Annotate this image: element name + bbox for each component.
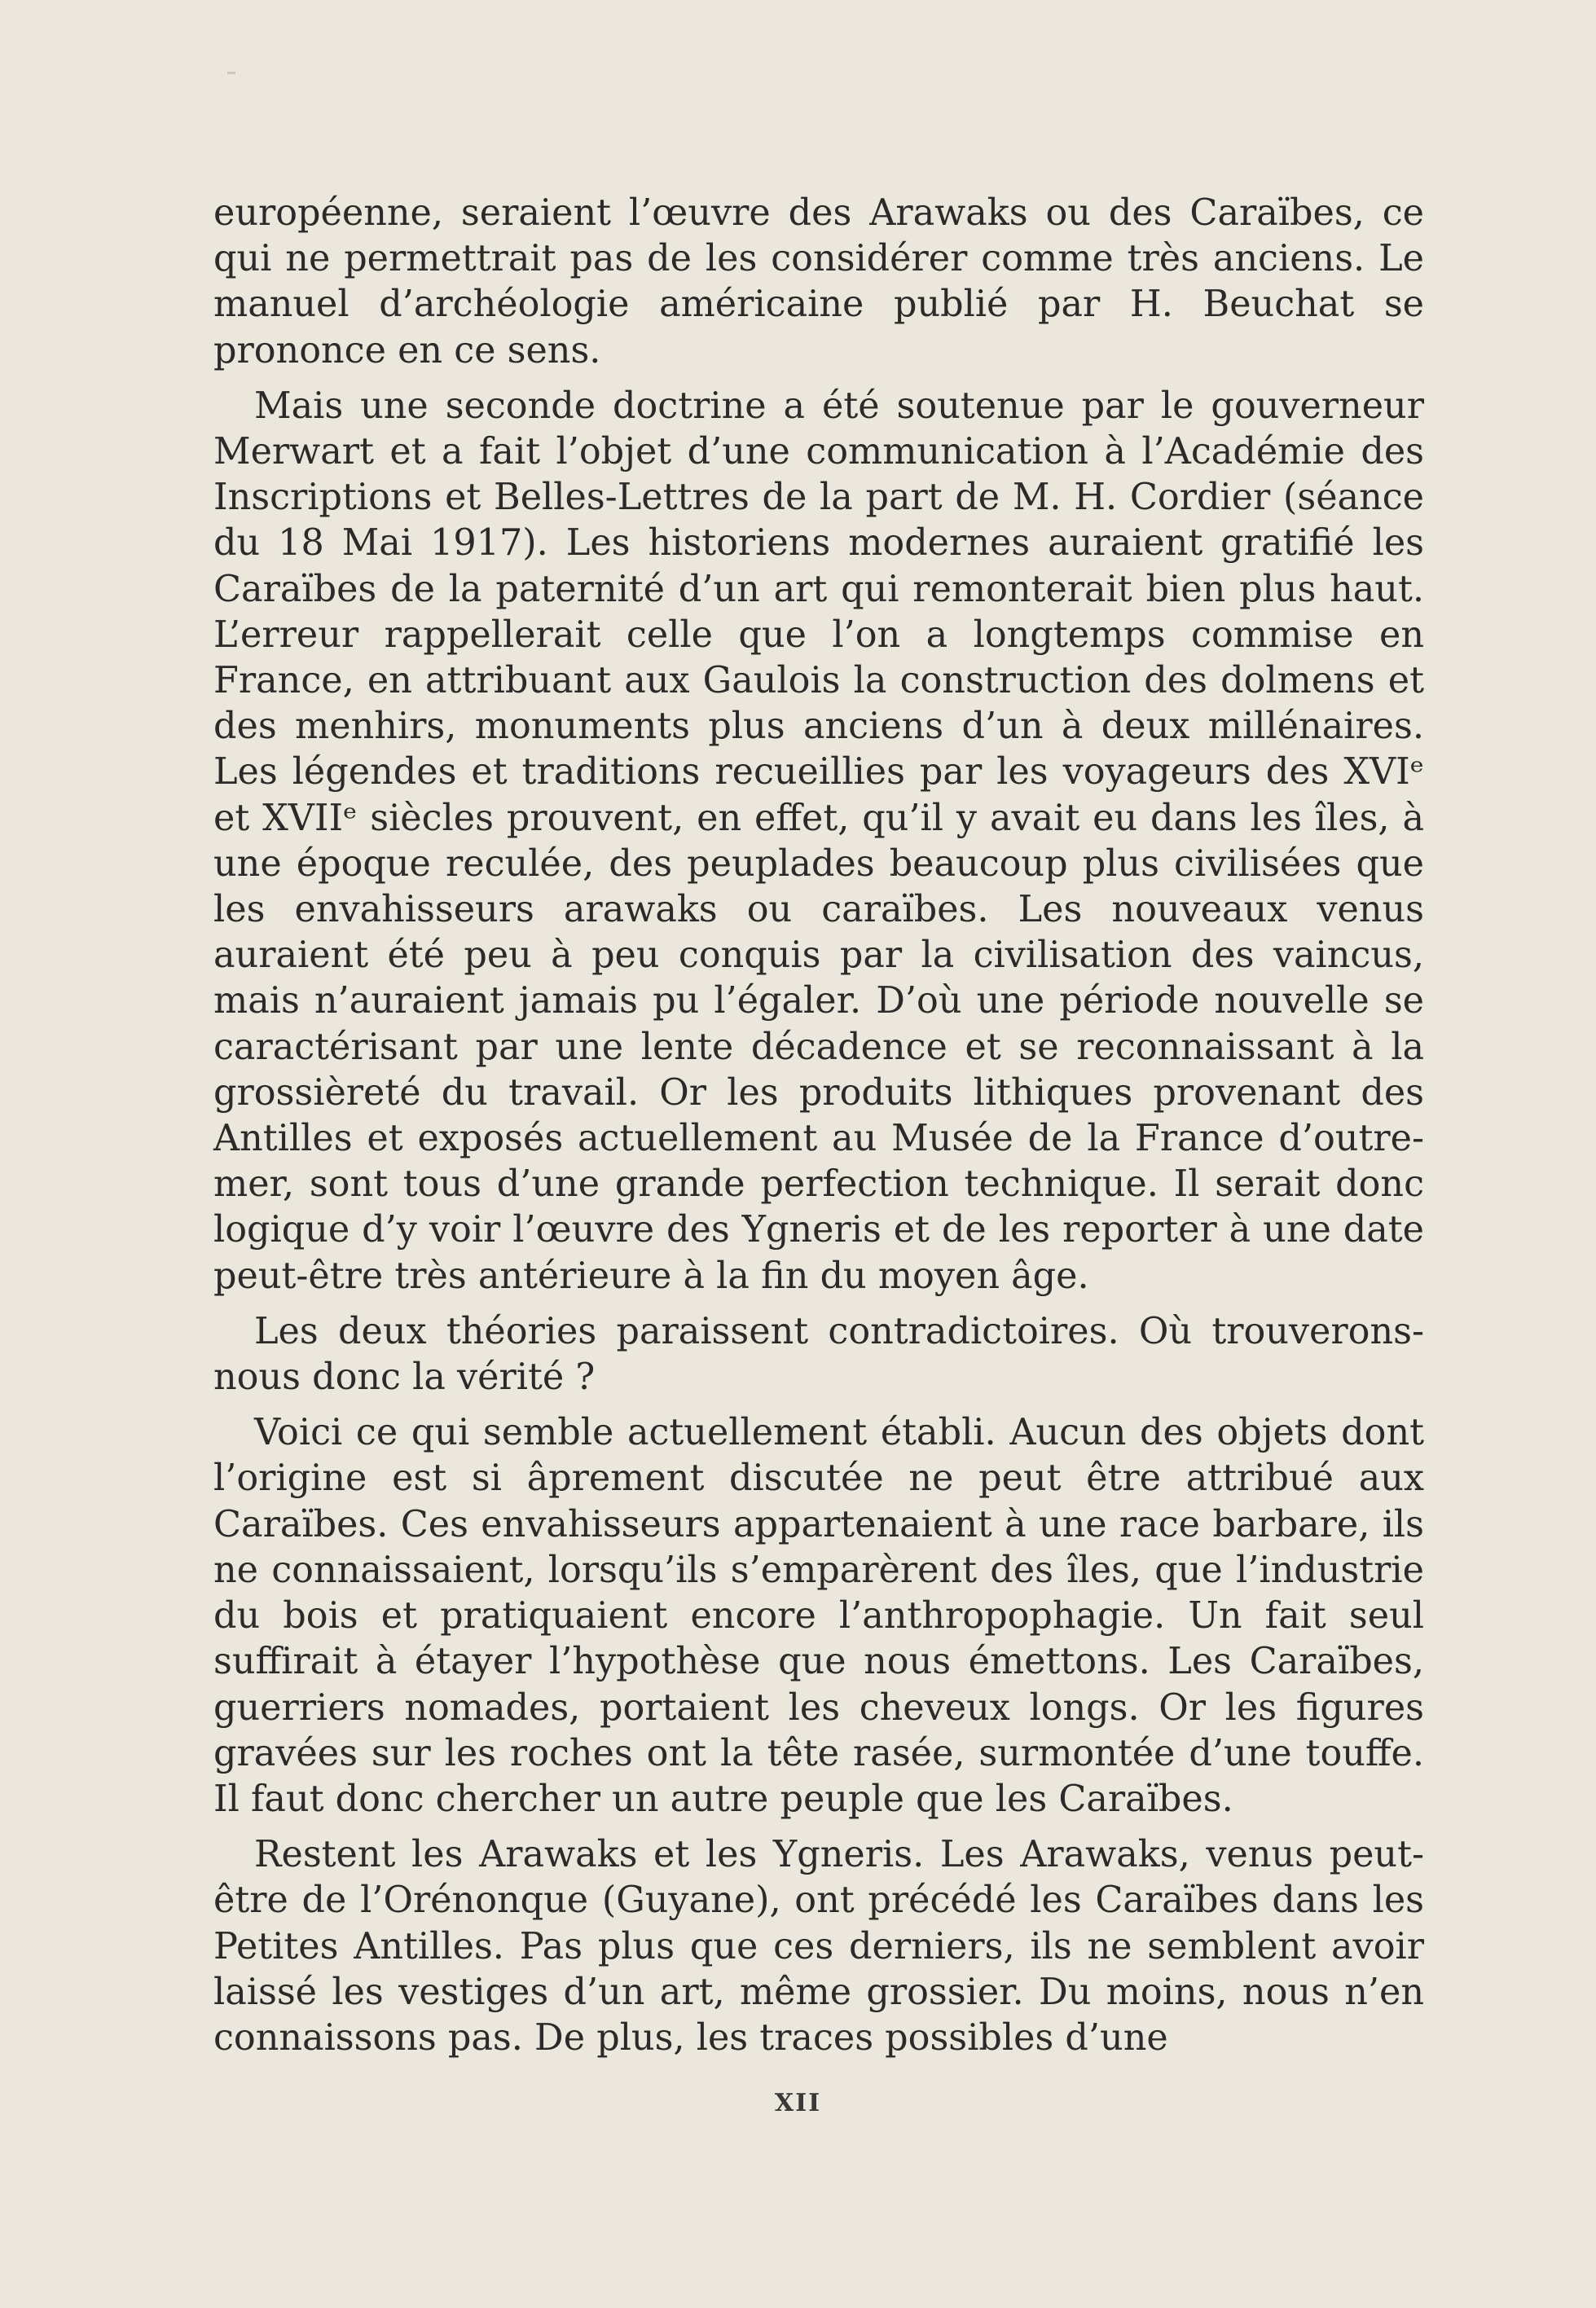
paragraph-1: européenne, seraient l’œuvre des Arawaks ou des Caraïbes, ce qui ne permettrait pas de les considérer comme très anciens. Le manuel d’archéologie américaine publié par H. Beuchat se prononce en ce sens.	[213, 192, 1424, 371]
page-number: XII	[774, 2089, 822, 2117]
paper-speck	[227, 72, 235, 74]
paragraph-4: Voici ce qui semble actuellement établi. Aucun des objets dont l’origine est si âprement discutée ne peut être attribué aux Caraïbes. Ces envahisseurs appartenaient à une race barbare, ils ne connaissaient, lorsqu’ils s’emparèrent des îles, que l’industrie du bois et pratiquaient encore l’anthropophagie. Un fait seul suffirait à étayer l’hypothèse que nous émettons. Les Caraïbes, guerriers nomades, portaient les cheveux longs. Or les figures gravées sur les roches ont la tête rasée, surmontée d’une touffe. Il faut donc chercher un autre peuple que les Caraïbes.	[213, 1412, 1424, 1820]
paragraph-2: Mais une seconde doctrine a été soutenue par le gouverneur Merwart et a fait l’objet d’une communication à l’Académie des Inscriptions et Belles-Lettres de la part de M. H. Cordier (séance du 18 Mai 1917). Les historiens modernes auraient gratifié les Caraïbes de la paternité d’un art qui remonterait bien plus haut. L’erreur rappellerait celle que l’on a longtemps commise en France, en attribuant aux Gaulois la construction des dolmens et des menhirs, monuments plus anciens d’un à deux millénaires. Les légendes et traditions recueillies par les voyageurs des XVIᵉ et XVIIᵉ siècles prouvent, en effet, qu’il y avait eu dans les îles, à une époque reculée, des peuplades beaucoup plus civilisées que les envahisseurs arawaks ou caraïbes. Les nouveaux venus auraient été peu à peu conquis par la civilisation des vaincus, mais n’auraient jamais pu l’égaler. D’où une période nouvelle se caractérisant par une lente décadence et se reconnaissant à la grossièreté du travail. Or les produits lithiques provenant des Antilles et exposés actuellement au Musée de la France d’outre-mer, sont tous d’une grande perfection technique. Il serait donc logique d’y voir l’œuvre des Ygneris et de les reporter à une date peut-être très antérieure à la fin du moyen âge.	[213, 385, 1424, 1297]
body-text	[213, 191, 1424, 2071]
paragraph-3: Les deux théories paraissent contradictoires. Où trouverons-nous donc la vérité ?	[213, 1310, 1424, 1399]
paragraph-5: Restent les Arawaks et les Ygneris. Les Arawaks, venus peut-être de l’Orénonque (Guyane), ont précédé les Caraïbes dans les Petites Antilles. Pas plus que ces derniers, ils ne semblent avoir laissé les vestiges d’un art, même grossier. Du moins, nous n’en connaissons pas. De plus, les traces possibles d’une	[213, 1834, 1424, 2059]
